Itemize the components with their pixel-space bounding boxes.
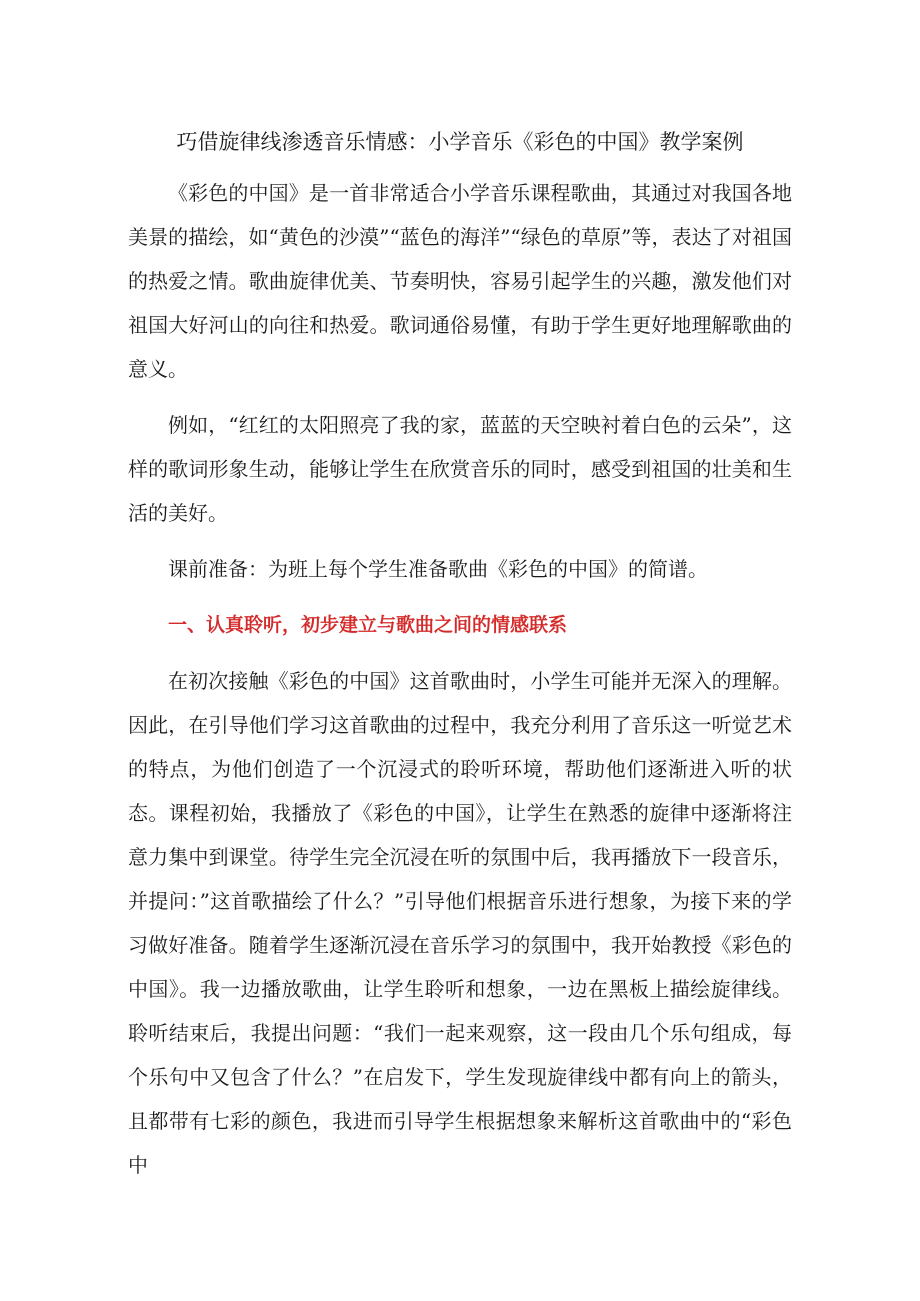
preparation-paragraph: 课前准备：为班上每个学生准备歌曲《彩色的中国》的简谱。	[168, 557, 708, 581]
document-body	[128, 171, 792, 1187]
section-paragraph: 在初次接触《彩色的中国》这首歌曲时，小学生可能并无深入的理解。因此，在引导他们学习这首歌曲的过程中，我充分利用了音乐这一听觉艺术的特点，为他们创造了一个沉浸式的聆听环境，帮助他们逐渐进入听的状态。课程初始，我播放了《彩色的中国》，让学生在熟悉的旋律中逐渐将注意力集中到课堂。待学生完全沉浸在听的氛围中后，我再播放下一段音乐，并提问：”这首歌描绘了什么？”引导他们根据音乐进行想象，为接下来的学习做好准备。随着学生逐渐沉浸在音乐学习的氛围中，我开始教授《彩色的中国》。我一边播放歌曲，让学生聆听和想象，一边在黑板上描绘旋律线。聆听结束后，我提出问题：“我们一起来观察，这一段由几个乐句组成，每个乐句中又包含了什么？”在启发下，学生发现旋律线中都有向上的箭头，且都带有七彩的颜色，我进而引导学生根据想象来解析这首歌曲中的“彩色中	[128, 669, 792, 1177]
document-title: 巧借旋律线渗透音乐情感：小学音乐《彩色的中国》教学案例	[176, 130, 744, 154]
intro-paragraph: 《彩色的中国》是一首非常适合小学音乐课程歌曲，其通过对我国各地美景的描绘，如“黄色的沙漠”“蓝色的海洋”“绿色的草原”等，表达了对祖国的热爱之情。歌曲旋律优美、节奏明快，容易引起学生的兴趣，激发他们对祖国大好河山的向往和热爱。歌词通俗易懂，有助于学生更好地理解歌曲的意义。	[128, 181, 792, 381]
section-heading: 一、认真聆听，初步建立与歌曲之间的情感联系	[168, 614, 568, 636]
example-paragraph: 例如，“红红的太阳照亮了我的家，蓝蓝的天空映衬着白色的云朵”，这样的歌词形象生动，能够让学生在欣赏音乐的同时，感受到祖国的壮美和生活的美好。	[128, 413, 792, 525]
